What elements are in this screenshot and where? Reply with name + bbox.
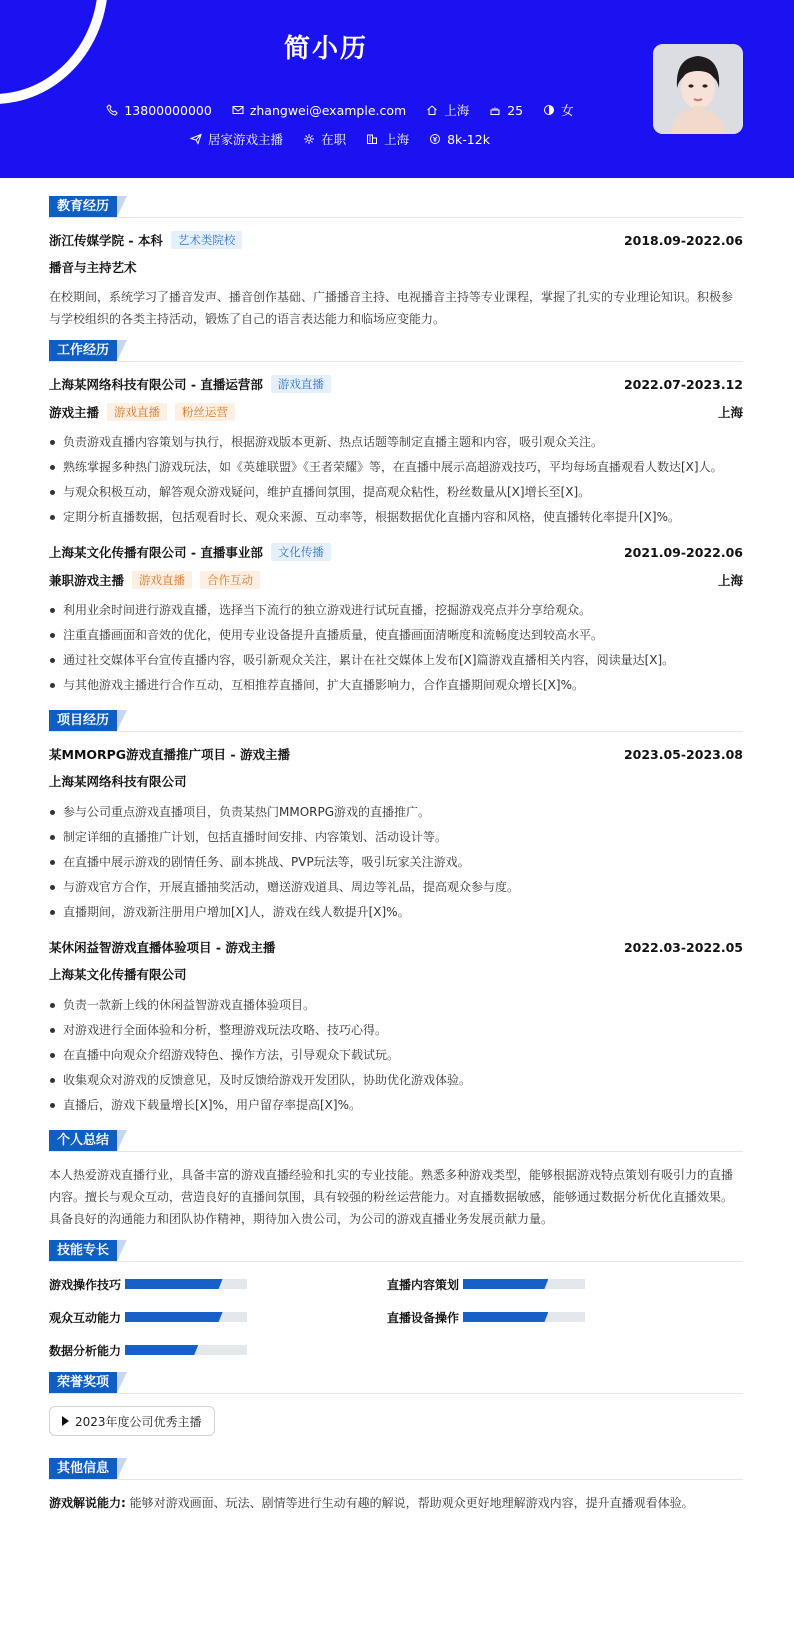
- major-name: 播音与主持艺术: [49, 260, 137, 275]
- home-icon: [426, 104, 438, 116]
- project-name: 某休闲益智游戏直播体验项目 - 游戏主播: [49, 940, 276, 955]
- section-header: [49, 1130, 743, 1152]
- age-item: [489, 101, 523, 119]
- section-header: [49, 340, 743, 362]
- company-tag: 游戏直播: [271, 375, 331, 393]
- role-tag: 游戏直播: [107, 403, 167, 421]
- job-intent-row: [0, 130, 680, 148]
- phone-text: 13800000000: [124, 102, 212, 118]
- project-item: [49, 937, 743, 1118]
- section-title: 工作经历: [49, 340, 117, 361]
- summary-section: [49, 1130, 743, 1230]
- age-text: 25: [507, 102, 524, 118]
- skill-name: 观众互动能力: [49, 1310, 122, 1325]
- role-tag: 游戏直播: [132, 571, 192, 589]
- role-row: [49, 402, 743, 422]
- list-item: 收集观众对游戏的反馈意见，及时反馈给游戏开发团队，协助优化游戏体验。: [49, 1068, 743, 1093]
- position-item: [190, 130, 283, 148]
- project-bullets: [49, 993, 743, 1118]
- skill-level: [463, 1312, 548, 1322]
- honors-section: [49, 1372, 743, 1448]
- skills-grid: [49, 1274, 743, 1360]
- summary-text: 本人热爱游戏直播行业，具备丰富的游戏直播经验和扎实的专业技能。熟悉多种游戏类型，能够根据游戏特点策划有吸引力的直播内容。擅长与观众互动，营造良好的直播间氛围，具有较强的粉丝运营能力。对直播数据敏感，能够通过数据分析优化直播效果。具备良好的沟通能力和团队协作精神，期待加入贵公司，为公司的游戏直播业务发展贡献力量。: [49, 1168, 734, 1226]
- list-item: 参与公司重点游戏直播项目，负责某热门MMORPG游戏的直播推广。: [49, 800, 743, 825]
- list-item: 与游戏官方合作，开展直播抽奖活动，赠送游戏道具、周边等礼品，提高观众参与度。: [49, 875, 743, 900]
- education-section: [49, 196, 743, 330]
- section-title: 其他信息: [49, 1458, 117, 1479]
- section-header: [49, 1240, 743, 1262]
- list-item: 在直播中展示游戏的剧情任务、副本挑战、PVP玩法等，吸引玩家关注游戏。: [49, 850, 743, 875]
- list-item: 与其他游戏主播进行合作互动，互相推荐直播间，扩大直播影响力，合作直播期间观众增长[X]%。: [49, 673, 743, 698]
- work-item: [49, 542, 743, 698]
- resume-header: [0, 0, 794, 178]
- mail-icon: [232, 104, 244, 116]
- section-title: 教育经历: [49, 196, 117, 217]
- skill-name: 直播设备操作: [387, 1310, 460, 1325]
- list-item: 熟练掌握多种热门游戏玩法，如《英雄联盟》《王者荣耀》等，在直播中展示高超游戏技巧，平均每场直播观看人数达[X]人。: [49, 455, 743, 480]
- status-item: [303, 130, 346, 148]
- list-item: 负责一款新上线的休闲益智游戏直播体验项目。: [49, 993, 743, 1018]
- work-item: [49, 374, 743, 530]
- list-item: 直播期间，游戏新注册用户增加[X]人，游戏在线人数提升[X]%。: [49, 900, 743, 925]
- other-text: 能够对游戏画面、玩法、剧情等进行生动有趣的解说，帮助观众更好地理解游戏内容，提升直播观看体验。: [129, 1496, 694, 1510]
- resume-body: [49, 196, 743, 1524]
- work-date: 2021.09-2022.06: [623, 544, 743, 560]
- list-item: 利用业余时间进行游戏直播，选择当下流行的独立游戏进行试玩直播，挖掘游戏亮点并分享给观众。: [49, 598, 743, 623]
- section-header: [49, 1458, 743, 1480]
- city-icon: [366, 133, 378, 145]
- skill-bar: [125, 1279, 247, 1289]
- list-item: 直播后，游戏下载量增长[X]%，用户留存率提高[X]%。: [49, 1093, 743, 1118]
- send-icon: [190, 133, 202, 145]
- project-date: 2022.03-2022.05: [623, 939, 743, 955]
- work-city: 上海: [717, 573, 743, 588]
- other-label: 游戏解说能力:: [49, 1496, 126, 1510]
- city-text: 上海: [384, 132, 410, 147]
- salary-text: 8k-12k: [447, 131, 490, 147]
- skill-name: 直播内容策划: [387, 1277, 460, 1292]
- skill-bar: [125, 1312, 247, 1322]
- other-text-block: [49, 1492, 743, 1514]
- status-text: 在职: [321, 132, 347, 147]
- location-item: [426, 101, 469, 119]
- skill-level: [125, 1345, 198, 1355]
- skills-section: [49, 1240, 743, 1360]
- list-item: 注重直播画面和音效的优化，使用专业设备提升直播质量，使直播画面清晰度和流畅度达到较高水平。: [49, 623, 743, 648]
- age-icon: [489, 104, 501, 116]
- gender-text: 女: [561, 103, 574, 118]
- skill-item: [387, 1274, 725, 1294]
- list-item: 负责游戏直播内容策划与执行，根据游戏版本更新、热点话题等制定直播主题和内容，吸引观众关注。: [49, 430, 743, 455]
- phone-icon: [106, 104, 118, 116]
- project-bullets: [49, 800, 743, 925]
- company-row: [49, 542, 743, 562]
- skill-level: [463, 1279, 548, 1289]
- section-header: [49, 710, 743, 732]
- section-title: 荣誉奖项: [49, 1372, 117, 1393]
- skill-name: 游戏操作技巧: [49, 1277, 122, 1292]
- education-date: 2018.09-2022.06: [623, 232, 743, 248]
- skill-name: 数据分析能力: [49, 1343, 122, 1358]
- location-text: 上海: [444, 103, 470, 118]
- project-row: [49, 937, 743, 957]
- email-item: [232, 101, 406, 119]
- company-name: 上海某文化传播有限公司 - 直播事业部: [49, 545, 263, 560]
- email-text: zhangwei@example.com: [249, 102, 407, 118]
- skill-item: [387, 1307, 725, 1327]
- project-company: 上海某文化传播有限公司: [49, 967, 187, 982]
- project-item: [49, 744, 743, 925]
- list-item: 在直播中向观众介绍游戏特色、操作方法，引导观众下载试玩。: [49, 1043, 743, 1068]
- portrait-image: [653, 44, 743, 134]
- role-tag: 粉丝运营: [175, 403, 235, 421]
- award-text: 2023年度公司优秀主播: [75, 1414, 202, 1429]
- list-item: 与观众积极互动，解答观众游戏疑问，维护直播间氛围，提高观众粘性，粉丝数量从[X]增长至[X]。: [49, 480, 743, 505]
- skill-item: [49, 1274, 387, 1294]
- project-date: 2023.05-2023.08: [623, 746, 743, 762]
- play-icon: [62, 1416, 69, 1426]
- position-text: 居家游戏主播: [208, 132, 284, 147]
- list-item: 制定详细的直播推广计划，包括直播时间安排、内容策划、活动设计等。: [49, 825, 743, 850]
- profile-photo: [653, 44, 743, 134]
- phone-item: [106, 101, 211, 119]
- company-row: [49, 374, 743, 394]
- school-tag: 艺术类院校: [171, 231, 243, 249]
- status-icon: [303, 133, 315, 145]
- education-desc: 在校期间，系统学习了播音发声、播音创作基础、广播播音主持、电视播音主持等专业课程，掌握了扎实的专业理论知识。积极参与学校组织的各类主持活动，锻炼了自己的语言表达能力和临场应变能力。: [49, 290, 734, 326]
- company-tag: 文化传播: [271, 543, 331, 561]
- education-row: [49, 230, 743, 250]
- skill-bar: [463, 1312, 585, 1322]
- skill-item: [49, 1340, 387, 1360]
- section-header: [49, 196, 743, 218]
- work-bullets: [49, 598, 743, 698]
- project-name: 某MMORPG游戏直播推广项目 - 游戏主播: [49, 747, 290, 762]
- list-item: 定期分析直播数据，包括观看时长、观众来源、互动率等，根据数据优化直播内容和风格，使直播转化率提升[X]%。: [49, 505, 743, 530]
- project-row: [49, 744, 743, 764]
- role-row: [49, 570, 743, 590]
- role-name: 游戏主播: [49, 405, 100, 420]
- school-name: 浙江传媒学院 - 本科: [49, 233, 163, 248]
- section-header: [49, 1372, 743, 1394]
- role-name: 兼职游戏主播: [49, 573, 125, 588]
- other-section: [49, 1458, 743, 1514]
- skill-item: [49, 1307, 387, 1327]
- work-section: [49, 340, 743, 698]
- company-name: 上海某网络科技有限公司 - 直播运营部: [49, 377, 263, 392]
- list-item: 通过社交媒体平台宣传直播内容，吸引新观众关注，累计在社交媒体上发布[X]篇游戏直播相关内容，阅读量达[X]。: [49, 648, 743, 673]
- salary-item: [429, 130, 490, 148]
- award-item[interactable]: [49, 1406, 215, 1436]
- city-item: [366, 130, 409, 148]
- skill-level: [125, 1279, 223, 1289]
- list-item: 对游戏进行全面体验和分析，整理游戏玩法攻略、技巧心得。: [49, 1018, 743, 1043]
- projects-section: [49, 710, 743, 1118]
- work-date: 2022.07-2023.12: [623, 376, 743, 392]
- candidate-name: 简小历: [283, 34, 368, 64]
- skill-level: [125, 1312, 223, 1322]
- work-bullets: [49, 430, 743, 530]
- project-company: 上海某网络科技有限公司: [49, 774, 187, 789]
- skill-bar: [463, 1279, 585, 1289]
- contact-row: [0, 101, 680, 119]
- salary-icon: [429, 133, 441, 145]
- section-title: 项目经历: [49, 710, 117, 731]
- role-tag: 合作互动: [200, 571, 260, 589]
- skill-bar: [125, 1345, 247, 1355]
- gender-item: [543, 101, 574, 119]
- gender-icon: [543, 104, 555, 116]
- section-title: 个人总结: [49, 1130, 117, 1151]
- work-city: 上海: [717, 405, 743, 420]
- section-title: 技能专长: [49, 1240, 117, 1261]
